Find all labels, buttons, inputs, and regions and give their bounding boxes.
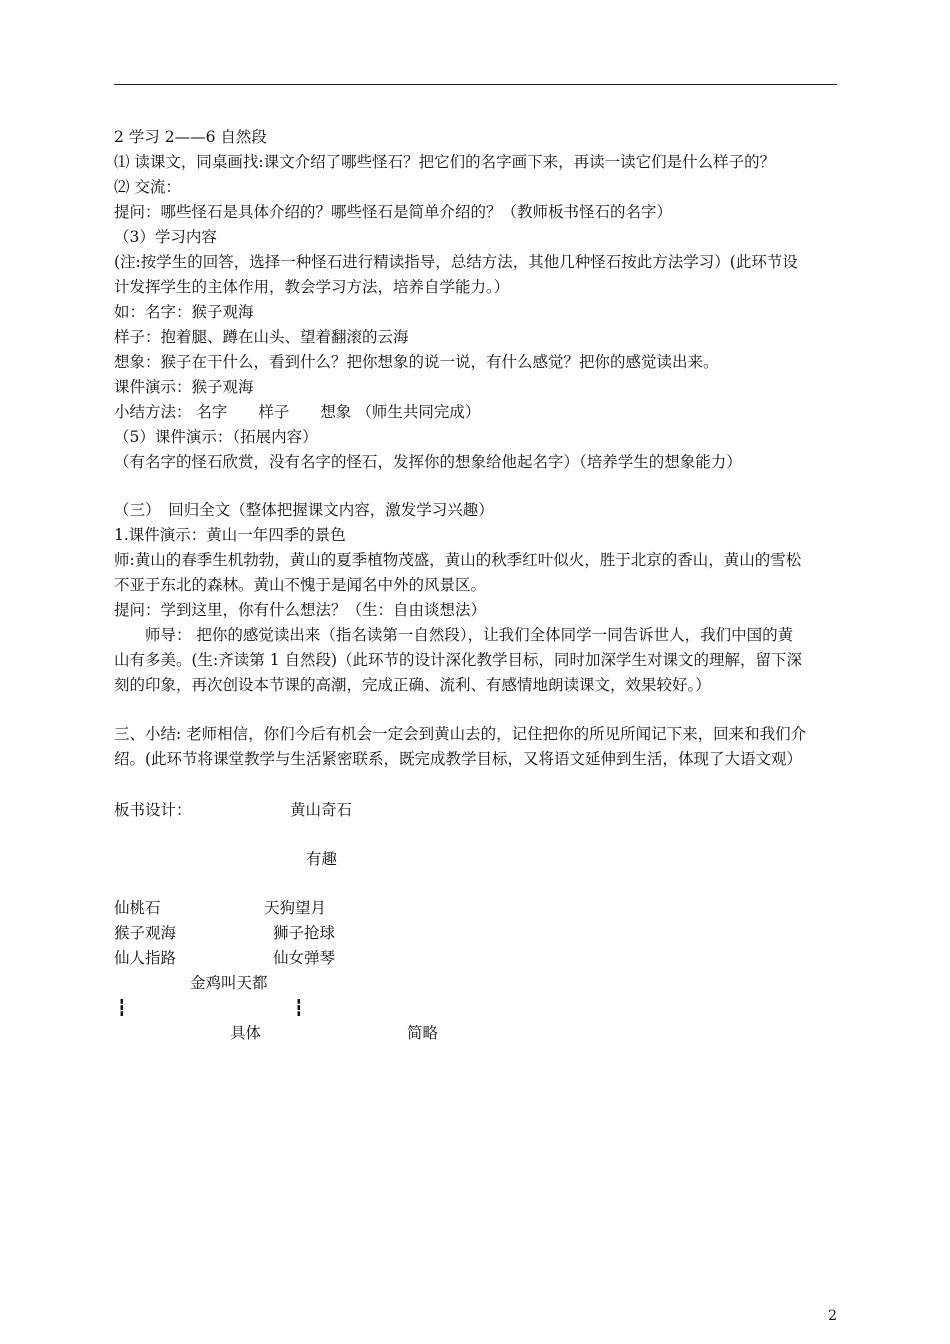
summary-line: 三、小结: 老师相信，你们今后有机会一定会到黄山去的，记住把你的所见所闻记下来，回来和我们介 [114,725,807,743]
section-heading: （三） 回归全文（整体把握课文内容，激发学习兴趣） [114,501,494,519]
text-line: 山有多美。(生:齐读第 1 自然段)（此环节的设计深化教学目标，同时加深学生对课文的理解，留下深 [114,651,803,669]
board-right-item: 仙女弹琴 [273,949,336,967]
bracket-dotted-left: ┇ [117,998,127,1017]
board-left-item: 金鸡叫天都 [190,974,268,992]
board-right-label: 简略 [407,1024,439,1042]
board-left-item: 猴子观海 [114,924,177,942]
board-right-item: 天狗望月 [264,899,327,917]
text-line: (注:按学生的回答，选择一种怪石进行精读指导，总结方法，其他几种怪石按此方法学习）(此环节设 [114,253,798,271]
text-line: （3）学习内容 [114,228,217,246]
text-line: 想象：猴子在干什么，看到什么？把你想象的说一说，有什么感觉？把你的感觉读出来。 [114,353,719,371]
text-line: 小结方法： 名字 样子 想象 （师生共同完成） [114,403,481,421]
text-line: ⑴ 读课文，同桌画找:课文介绍了哪些怪石？把它们的名字画下来，再读一读它们是什么样子的？ [114,153,776,171]
text-line: 师:黄山的春季生机勃勃，黄山的夏季植物茂盛，黄山的秋季红叶似火，胜于北京的香山，黄山的雪松 [114,551,802,569]
board-title: 黄山奇石 [290,801,353,819]
board-left-label: 具体 [230,1024,262,1042]
summary-line: 绍。(此环节将课堂教学与生活紧密联系，既完成教学目标，又将语文延伸到生活，体现了大语文观） [114,750,803,768]
header-rule [114,84,837,85]
text-line: 不亚于东北的森林。黄山不愧于是闻名中外的风景区。 [114,576,487,594]
text-line: 如：名字：猴子观海 [114,303,254,321]
page-number: 2 [828,1308,837,1324]
section-heading: 2 学习 2——6 自然段 [114,128,267,146]
board-subtitle: 有趣 [306,850,338,868]
text-line: 师导： 把你的感觉读出来（指名读第一自然段），让我们全体同学一同告诉世人，我们中国的黄 [114,626,794,644]
text-line: 1.课件演示：黄山一年四季的景色 [114,526,346,544]
text-line: ⑵ 交流： [114,178,181,196]
text-line: 样子：抱着腿、蹲在山头、望着翻滚的云海 [114,328,409,346]
text-line: 提问：哪些怪石是具体介绍的？哪些怪石是简单介绍的？（教师板书怪石的名字） [114,203,673,221]
board-left-item: 仙桃石 [114,899,161,917]
text-line: （5）课件演示：（拓展内容） [114,428,318,446]
board-left-item: 仙人指路 [114,949,177,967]
board-right-item: 狮子抢球 [273,924,336,942]
bracket-dotted-right: ┇ [294,998,304,1017]
text-line: 刻的印象，再次创设本节课的高潮，完成正确、流利、有感情地朗读课文，效果较好。） [114,676,711,694]
text-line: 计发挥学生的主体作用，教会学习方法，培养自学能力。） [114,278,510,296]
text-line: （有名字的怪石欣赏，没有名字的怪石，发挥你的想象给他起名字）（培养学生的想象能力） [114,453,742,471]
text-line: 提问：学到这里，你有什么想法？（生：自由谈想法） [114,601,487,619]
board-label: 板书设计： [114,801,192,819]
text-line: 课件演示：猴子观海 [114,378,254,396]
